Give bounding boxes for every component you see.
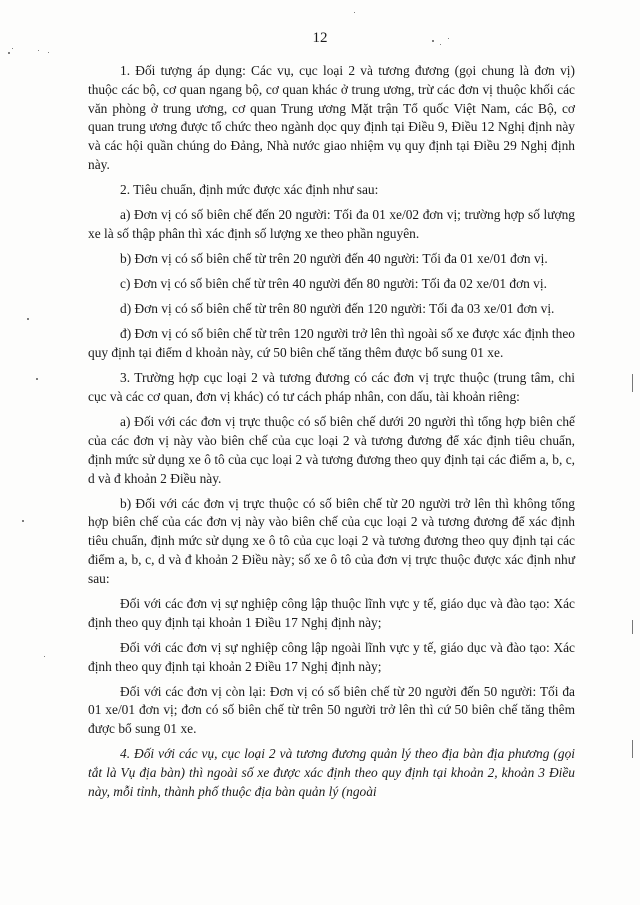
scan-speck	[44, 656, 45, 657]
paragraph-other-public-units: Đối với các đơn vị sự nghiệp công lập ngoài lĩnh vực y tế, giáo dục và đào tạo: Xác định theo quy định tại khoản 2 Điều 17 Nghị định này;	[88, 639, 575, 674]
paragraph-point-c: c) Đơn vị có số biên chế từ trên 40 người đến 80 người: Tối đa 02 xe/01 đơn vị.	[120, 276, 547, 292]
scan-speck	[38, 50, 39, 51]
scan-speck	[48, 52, 49, 53]
document-body	[88, 62, 575, 808]
paragraph-point-b: b) Đơn vị có số biên chế từ trên 20 người đến 40 người: Tối đa 01 xe/01 đơn vị.	[120, 251, 548, 267]
paragraph-clause-3: 3. Trường hợp cục loại 2 và tương đương có các đơn vị trực thuộc (trung tâm, chi cục và các cơ quan, đơn vị khác) có tư cách pháp nhân, con dấu, tài khoản riêng:	[88, 370, 575, 405]
scan-speck	[27, 318, 29, 320]
paragraph-clause-3-b: b) Đối với các đơn vị trực thuộc có số biên chế từ 20 người trở lên thì không tổng hợp biên chế của các đơn vị này vào biên chế của cục loại 2 và tương đương để xác định tiêu chuẩn, định mức sử dụng xe ô tô của cục loại 2 và tương đương theo quy định tại các điểm a, b, c, d và đ khoản 2 Điều này; số xe ô tô của đơn vị trực thuộc được xác định như sau:	[88, 495, 575, 586]
paragraph-applicable-subjects: 1. Đối tượng áp dụng: Các vụ, cục loại 2 và tương đương (gọi chung là đơn vị) thuộc các bộ, cơ quan ngang bộ, cơ quan khác ở trung ương, trừ các đơn vị thuộc khối các văn phòng ở trung ương, cơ quan Trung ương Mặt trận Tổ quốc Việt Nam, các Bộ, cơ quan trung ương được tổ chức theo ngành dọc quy định tại Điều 9, Điều 12 Nghị định này và các hội quần chúng do Đảng, Nhà nước giao nhiệm vụ quy định tại Điều 29 Nghị định này.	[88, 63, 575, 172]
paragraph-clause-3-a: a) Đối với các đơn vị trực thuộc có số biên chế dưới 20 người thì tổng hợp biên chế của các đơn vị này vào biên chế của cục loại 2 và tương đương để xác định tiêu chuẩn, định mức sử dụng xe ô tô của cục loại 2 và tương đương theo quy định tại các điểm a, b, c, d và đ khoản 2 Điều này.	[88, 414, 575, 486]
paragraph-point-dd: đ) Đơn vị có số biên chế từ trên 120 người trở lên thì ngoài số xe được xác định theo quy định tại điểm d khoản này, cứ 50 biên chế tăng thêm được bổ sung 01 xe.	[88, 326, 575, 361]
paragraph-point-d: d) Đơn vị có số biên chế từ trên 80 người đến 120 người: Tối đa 03 xe/01 đơn vị.	[120, 301, 555, 317]
paragraph-remaining-units: Đối với các đơn vị còn lại: Đơn vị có số biên chế từ 20 người đến 50 người: Tối đa 01 xe/01 đơn vị; đơn có số biên chế từ trên 50 người trở lên thì cứ 50 biên chế tăng thêm được bổ sung 01 xe.	[88, 683, 575, 737]
scan-edge-mark	[632, 740, 633, 758]
paragraph-standards-heading: 2. Tiêu chuẩn, định mức được xác định như sau:	[120, 182, 379, 198]
scan-edge-mark	[632, 374, 633, 392]
paragraph-point-a: a) Đơn vị có số biên chế đến 20 người: Tối đa 01 xe/02 đơn vị; trường hợp số lượng xe là số thập phân thì xác định số lượng xe theo phần nguyên.	[88, 207, 575, 241]
scan-edge-mark	[632, 620, 633, 634]
paragraph-clause-4: 4. Đối với các vụ, cục loại 2 và tương đương quản lý theo địa bàn địa phương (gọi tắt là Vụ địa bàn) thì ngoài số xe được xác định theo quy định tại khoản 2, khoản 3 Điều này, mỗi tỉnh, thành phố thuộc địa bàn quản lý (ngoài	[88, 746, 575, 799]
paragraph-health-education-units: Đối với các đơn vị sự nghiệp công lập thuộc lĩnh vực y tế, giáo dục và đào tạo: Xác định theo quy định tại khoản 1 Điều 17 Nghị định này;	[88, 595, 575, 630]
scan-speck	[22, 520, 24, 522]
scan-speck	[354, 12, 355, 13]
page-number: 12	[312, 30, 328, 46]
scan-speck	[36, 378, 38, 380]
scan-speck	[8, 52, 10, 54]
scan-speck	[12, 48, 13, 49]
